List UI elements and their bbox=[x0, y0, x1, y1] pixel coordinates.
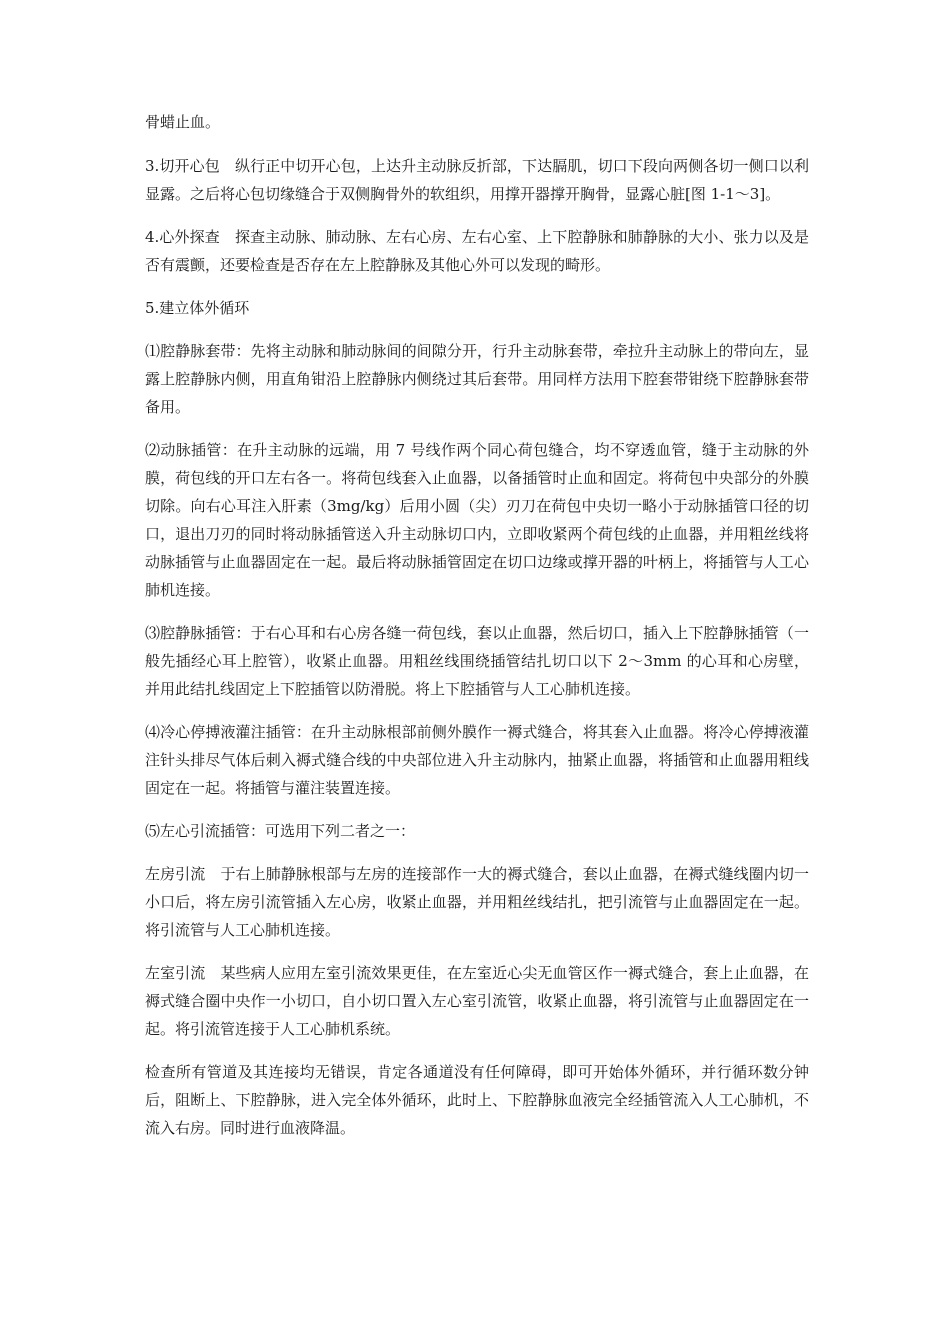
paragraph-left-heart-drainage: ⑸左心引流插管：可选用下列二者之一： bbox=[145, 822, 416, 840]
paragraph-bone-wax: 骨蜡止血。 bbox=[145, 113, 221, 131]
paragraph-cardioplegia-cannulation: ⑷冷心停搏液灌注插管：在升主动脉根部前侧外膜作一褥式缝合，将其套入止血器。将冷心停搏液灌注针头排尽气体后刺入褥式缝合线的中央部位进入升主动脉内，抽紧止血器，将插管和止血器用粗线固定在一起。将插管与灌注装置连接。 bbox=[145, 723, 809, 797]
document-page bbox=[145, 108, 809, 1157]
paragraph-external-exploration: 4.心外探查 探查主动脉、肺动脉、左右心房、左右心室、上下腔静脉和肺静脉的大小、张力以及是否有震颤，还要检查是否存在左上腔静脉及其他心外可以发现的畸形。 bbox=[145, 228, 809, 274]
paragraph-vena-cava-tape: ⑴腔静脉套带：先将主动脉和肺动脉间的间隙分开，行升主动脉套带，牵拉升主动脉上的带向左，显露上腔静脉内侧，用直角钳沿上腔静脉内侧绕过其后套带。用同样方法用下腔套带钳绕下腔静脉套带备用。 bbox=[145, 342, 809, 416]
paragraph-establish-bypass-heading: 5.建立体外循环 bbox=[145, 299, 250, 317]
paragraph-open-pericardium: 3.切开心包 纵行正中切开心包，上达升主动脉反折部，下达膈肌，切口下段向两侧各切一侧口以利显露。之后将心包切缘缝合于双侧胸骨外的软组织，用撑开器撑开胸骨，显露心脏[图 1-1～3]。 bbox=[145, 157, 809, 203]
paragraph-left-ventricular-drainage: 左室引流 某些病人应用左室引流效果更佳，在左室近心尖无血管区作一褥式缝合，套上止血器，在褥式缝合圈中央作一小切口，自小切口置入左心室引流管，收紧止血器，将引流管与止血器固定在一起。将引流管连接于人工心肺机系统。 bbox=[145, 964, 809, 1038]
paragraph-left-atrial-drainage: 左房引流 于右上肺静脉根部与左房的连接部作一大的褥式缝合，套以止血器，在褥式缝线圈内切一小口后，将左房引流管插入左心房，收紧止血器，并用粗丝线结扎，把引流管与止血器固定在一起。将引流管与人工心肺机连接。 bbox=[145, 865, 809, 939]
paragraph-venous-cannulation: ⑶腔静脉插管：于右心耳和右心房各缝一荷包线，套以止血器，然后切口，插入上下腔静脉插管（一般先插经心耳上腔管），收紧止血器。用粗丝线围绕插管结扎切口以下 2～3mm 的心耳和心房壁，并用此结扎线固定上下腔插管以防滑脱。将上下腔插管与人工心肺机连接。 bbox=[145, 624, 809, 698]
paragraph-arterial-cannulation: ⑵动脉插管：在升主动脉的远端，用 7 号线作两个同心荷包缝合，均不穿透血管，缝于主动脉的外膜，荷包线的开口左右各一。将荷包线套入止血器，以备插管时止血和固定。将荷包中央部分的外膜切除。向右心耳注入肝素（3mg/kg）后用小圆（尖）刃刀在荷包中央切一略小于动脉插管口径的切口，退出刀刃的同时将动脉插管送入升主动脉切口内，立即收紧两个荷包线的止血器，并用粗丝线将动脉插管与止血器固定在一起。最后将动脉插管固定在切口边缘或撑开器的叶柄上，将插管与人工心肺机连接。 bbox=[145, 441, 809, 599]
paragraph-start-bypass: 检查所有管道及其连接均无错误，肯定各通道没有任何障碍，即可开始体外循环，并行循环数分钟后，阻断上、下腔静脉，进入完全体外循环，此时上、下腔静脉血液完全经插管流入人工心肺机，不流入右房。同时进行血液降温。 bbox=[145, 1063, 809, 1137]
